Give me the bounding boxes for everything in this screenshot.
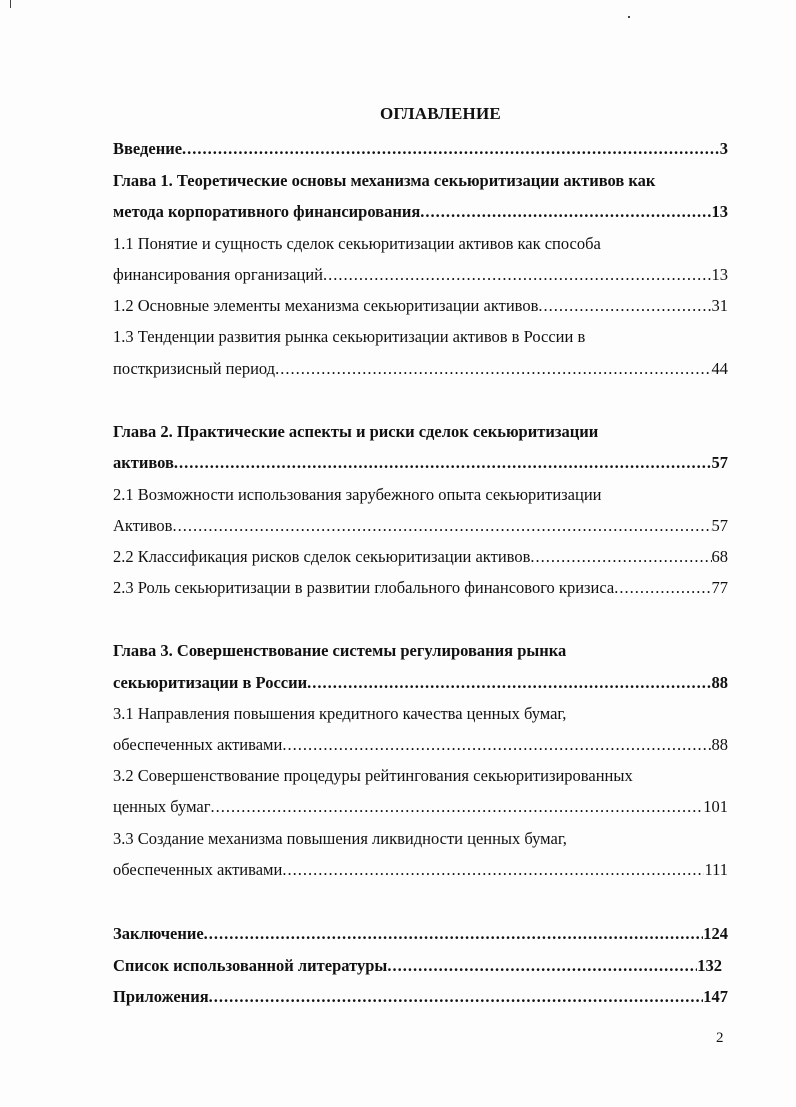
leader-dots: [174, 453, 712, 473]
toc-chapter-1-line-1: Глава 1. Теоретические основы механизма секьюритизации активов как: [113, 171, 656, 190]
toc-entry-text: активов: [113, 453, 174, 472]
toc-page-number: 44: [711, 359, 728, 378]
toc-page-number: 3: [719, 139, 728, 158]
toc-section-3-2-line-1: 3.2 Совершенствование процедуры рейтингования секьюритизированных: [113, 766, 633, 785]
toc-chapter-3-line-1: Глава 3. Совершенствование системы регулирования рынка: [113, 641, 567, 660]
toc-section-1-3: [113, 359, 728, 379]
page-title: ОГЛАВЛЕНИЕ: [380, 104, 501, 123]
toc-entry-text: Список использованной литературы: [113, 956, 388, 975]
toc-section-3-3: [113, 860, 728, 880]
toc-section-1-2: [113, 296, 728, 316]
toc-entry-text: обеспеченных активами: [113, 860, 283, 879]
toc-page-number: 147: [703, 987, 728, 1006]
leader-dots: [209, 987, 704, 1007]
toc-page-number: 77: [711, 578, 728, 597]
leader-dots: [538, 296, 711, 316]
toc-section-2-3: [113, 578, 728, 598]
toc-entry-text: посткризисный период: [113, 359, 276, 378]
toc-entry-text: Приложения: [113, 987, 209, 1006]
toc-page-number: 132: [697, 956, 722, 975]
toc-entry-text: ценных бумаг: [113, 797, 211, 816]
toc-section-3-1-line-1: 3.1 Направления повышения кредитного качества ценных бумаг,: [113, 704, 567, 723]
toc-section-3-1: [113, 735, 728, 755]
leader-dots: [182, 139, 720, 159]
toc-page-number: 13: [711, 202, 728, 221]
toc-page-number: 57: [711, 516, 728, 535]
leader-dots: [307, 673, 711, 693]
toc-page-number: 111: [704, 860, 728, 879]
toc-page-number: 13: [711, 265, 728, 284]
toc-page-number: 68: [711, 547, 728, 566]
toc-page-number: 88: [711, 673, 728, 692]
scan-artifact: [628, 16, 630, 18]
toc-appendices: [113, 987, 728, 1007]
leader-dots: [211, 797, 704, 817]
leader-dots: [172, 516, 711, 536]
toc-references: [113, 956, 722, 976]
leader-dots: [323, 265, 711, 285]
toc-section-1-1: [113, 265, 728, 285]
toc-entry-text: финансирования организаций: [113, 265, 324, 284]
toc-chapter-1: [113, 202, 728, 222]
toc-section-2-1-line-1: 2.1 Возможности использования зарубежного опыта секьюритизации: [113, 485, 602, 504]
toc-page-number: 31: [711, 296, 728, 315]
leader-dots: [387, 956, 697, 976]
leader-dots: [282, 860, 704, 880]
toc-entry-text: метода корпоративного финансирования: [113, 202, 421, 221]
toc-page-number: 88: [711, 735, 728, 754]
toc-entry-text: 2.2 Классификация рисков сделок секьюритизации активов: [113, 547, 531, 566]
leader-dots: [204, 924, 704, 944]
toc-entry-text: 2.3 Роль секьюритизации в развитии глобального финансового кризиса: [113, 578, 615, 597]
toc-page-number: 124: [703, 924, 728, 943]
toc-entry-text: секьюритизации в России: [113, 673, 308, 692]
toc-section-3-2: [113, 797, 728, 817]
leader-dots: [530, 547, 711, 567]
toc-page-number: 57: [711, 453, 728, 472]
toc-entry-text: Введение: [113, 139, 183, 158]
leader-dots: [614, 578, 711, 598]
toc-section-3-3-line-1: 3.3 Создание механизма повышения ликвидности ценных бумаг,: [113, 829, 567, 848]
toc-conclusion: [113, 924, 728, 944]
toc-entry-text: обеспеченных активами: [113, 735, 283, 754]
toc-section-1-1-line-1: 1.1 Понятие и сущность сделок секьюритизации активов как способа: [113, 234, 601, 253]
toc-chapter-3: [113, 673, 728, 693]
toc-entry-text: Заключение: [113, 924, 204, 943]
toc-entry-text: 1.2 Основные элементы механизма секьюритизации активов: [113, 296, 539, 315]
toc-section-2-2: [113, 547, 728, 567]
toc-section-2-1: [113, 516, 728, 536]
toc-entry-introduction: [113, 139, 728, 159]
toc-entry-text: Активов: [113, 516, 173, 535]
leader-dots: [275, 359, 711, 379]
leader-dots: [282, 735, 711, 755]
scan-artifact: [10, 0, 11, 8]
leader-dots: [420, 202, 711, 222]
toc-section-1-3-line-1: 1.3 Тенденции развития рынка секьюритизации активов в России в: [113, 327, 586, 346]
toc-chapter-2: [113, 453, 728, 473]
toc-chapter-2-line-1: Глава 2. Практические аспекты и риски сделок секьюритизации: [113, 422, 599, 441]
toc-page-number: 101: [703, 797, 728, 816]
page-number: 2: [716, 1030, 724, 1046]
